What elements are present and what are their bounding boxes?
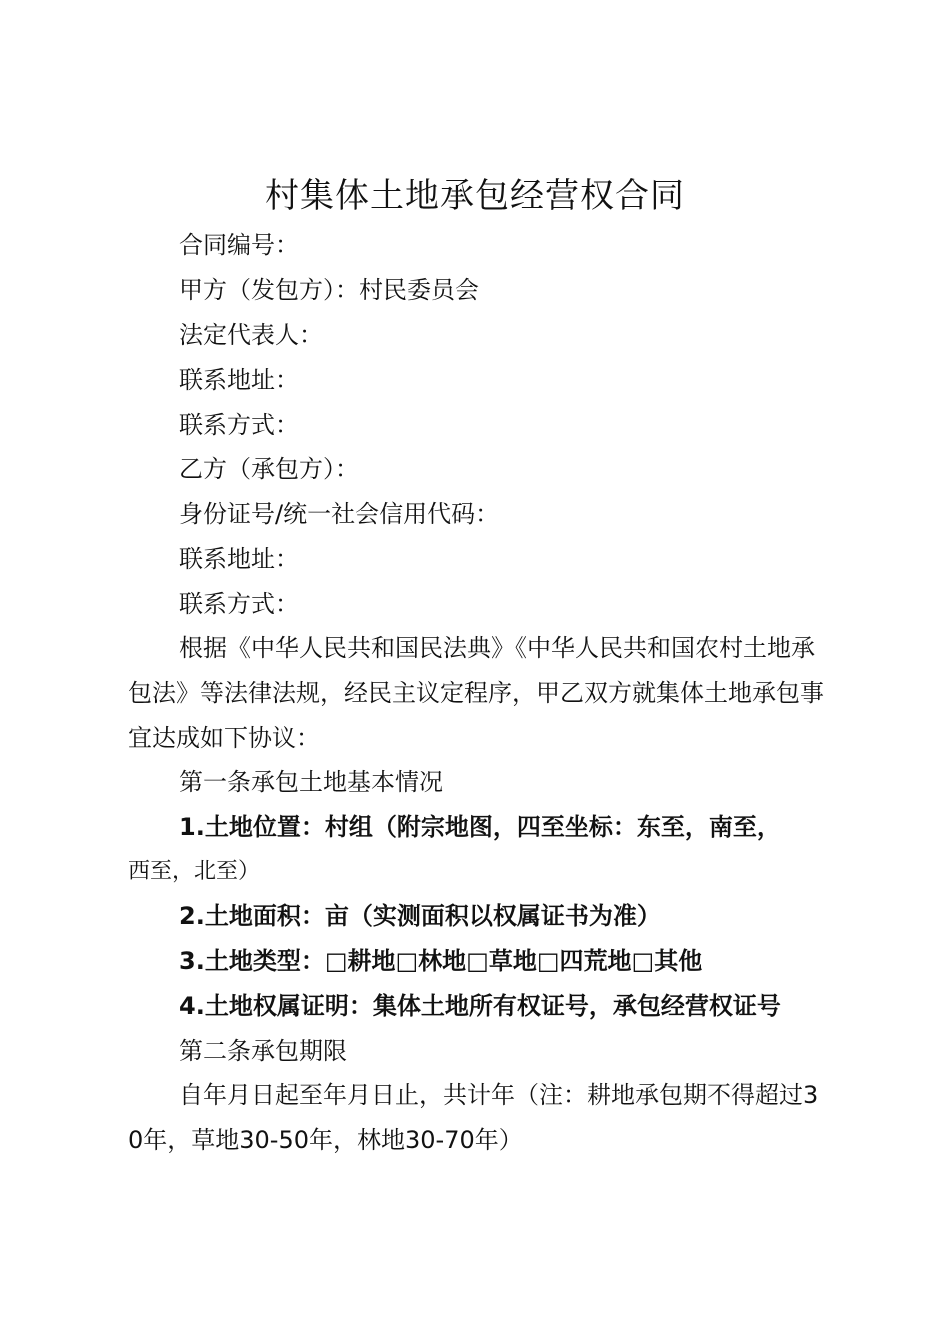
article-1-item-3: 3.土地类型：□耕地□林地□草地□四荒地□其他 (179, 947, 703, 975)
article-1-heading: 第一条承包土地基本情况 (179, 768, 443, 796)
id-number-field: 身份证号/统一社会信用代码： (179, 500, 500, 528)
intro-paragraph: 根据《中华人民共和国民法典》《中华人民共和国农村土地承包法》等法律法规，经民主议定程序，甲乙双方就集体土地承包事宜达成如下协议： (128, 634, 824, 752)
party-b-address-field: 联系地址： (179, 545, 299, 573)
legal-representative-field: 法定代表人： (179, 321, 323, 349)
document-title: 村集体土地承包经营权合同 (265, 176, 685, 216)
article-2-heading: 第二条承包期限 (179, 1037, 347, 1065)
article-1-item-4: 4.土地权属证明：集体土地所有权证号，承包经营权证号 (179, 992, 781, 1020)
article-1-item-1: 1.土地位置：村组（附宗地图，四至坐标：东至，南至， (179, 813, 781, 841)
party-a-contact-field: 联系方式： (179, 411, 299, 439)
party-b-contact-field: 联系方式： (179, 590, 299, 618)
party-b-field: 乙方（承包方）： (179, 455, 359, 483)
article-1-item-1-continued: 西至，北至） (128, 859, 261, 884)
contract-number-field: 合同编号： (179, 231, 299, 259)
article-2-text: 自年月日起至年月日止，共计年（注：耕地承包期不得超过30年，草地30-50年，林地30-70年） (128, 1081, 819, 1154)
party-a-field: 甲方（发包方）：村民委员会 (179, 276, 479, 304)
article-1-item-2: 2.土地面积：亩（实测面积以权属证书为准） (179, 902, 661, 930)
party-a-address-field: 联系地址： (179, 366, 299, 394)
